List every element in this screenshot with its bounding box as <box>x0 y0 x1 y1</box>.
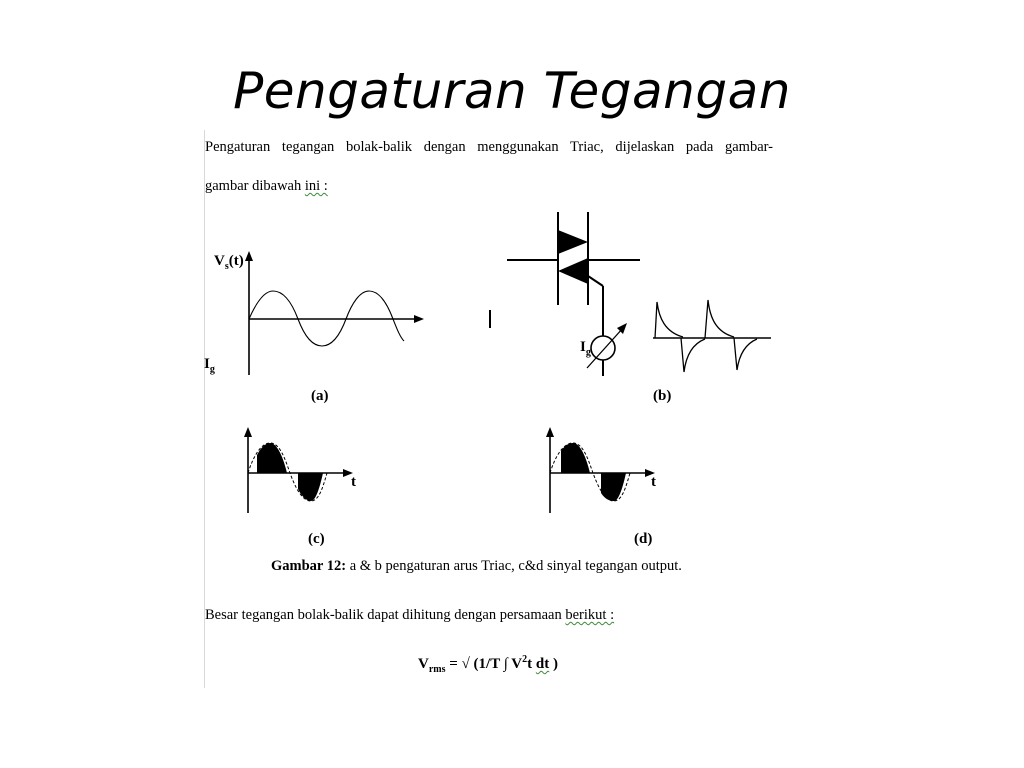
intro-line-2-text: gambar dibawah <box>205 178 305 194</box>
axis-label-vs-t: $V_s(t)$ <box>214 253 244 272</box>
axis-label-t-d: t <box>651 474 656 490</box>
figure-label-b: (b) <box>653 388 672 404</box>
figure-b-triac-symbol <box>505 210 775 380</box>
axis-label-ig-left: $I_g$ <box>204 356 215 375</box>
figure-d-output-waveform <box>537 425 662 517</box>
intro-line-2 <box>205 178 328 195</box>
intro-line-1: Pengaturan tegangan bolak-balik dengan menggunakan Triac, dijelaskan pada gambar- <box>205 139 773 155</box>
figure-label-c: (c) <box>308 531 325 547</box>
figure-caption <box>271 558 682 575</box>
divider-mark <box>489 310 491 328</box>
caption-bold: Gambar 12: <box>271 558 347 574</box>
axis-label-t-c: t <box>351 474 356 490</box>
caption-text: a & b pengaturan arus Triac, c&d sinyal tegangan output. <box>346 558 682 574</box>
axis-label-ig-right: $I_g$ <box>580 339 591 358</box>
rms-formula: $V_{rms}$ = √ (1/T ∫ $V^2t$ dt ) <box>418 654 558 675</box>
slide-title: Pengaturan Tegangan <box>233 62 791 120</box>
page-margin-line <box>204 130 205 688</box>
formula-intro <box>205 607 614 624</box>
formula-intro-squiggle: berikut : <box>565 607 615 623</box>
figure-c-output-waveform <box>235 425 360 517</box>
intro-line-2-squiggle: ini : <box>304 178 328 194</box>
figure-label-d: (d) <box>634 531 653 547</box>
figure-label-a: (a) <box>311 388 329 404</box>
formula-intro-text: Besar tegangan bolak-balik dapat dihitung dengan persamaan <box>205 607 566 623</box>
